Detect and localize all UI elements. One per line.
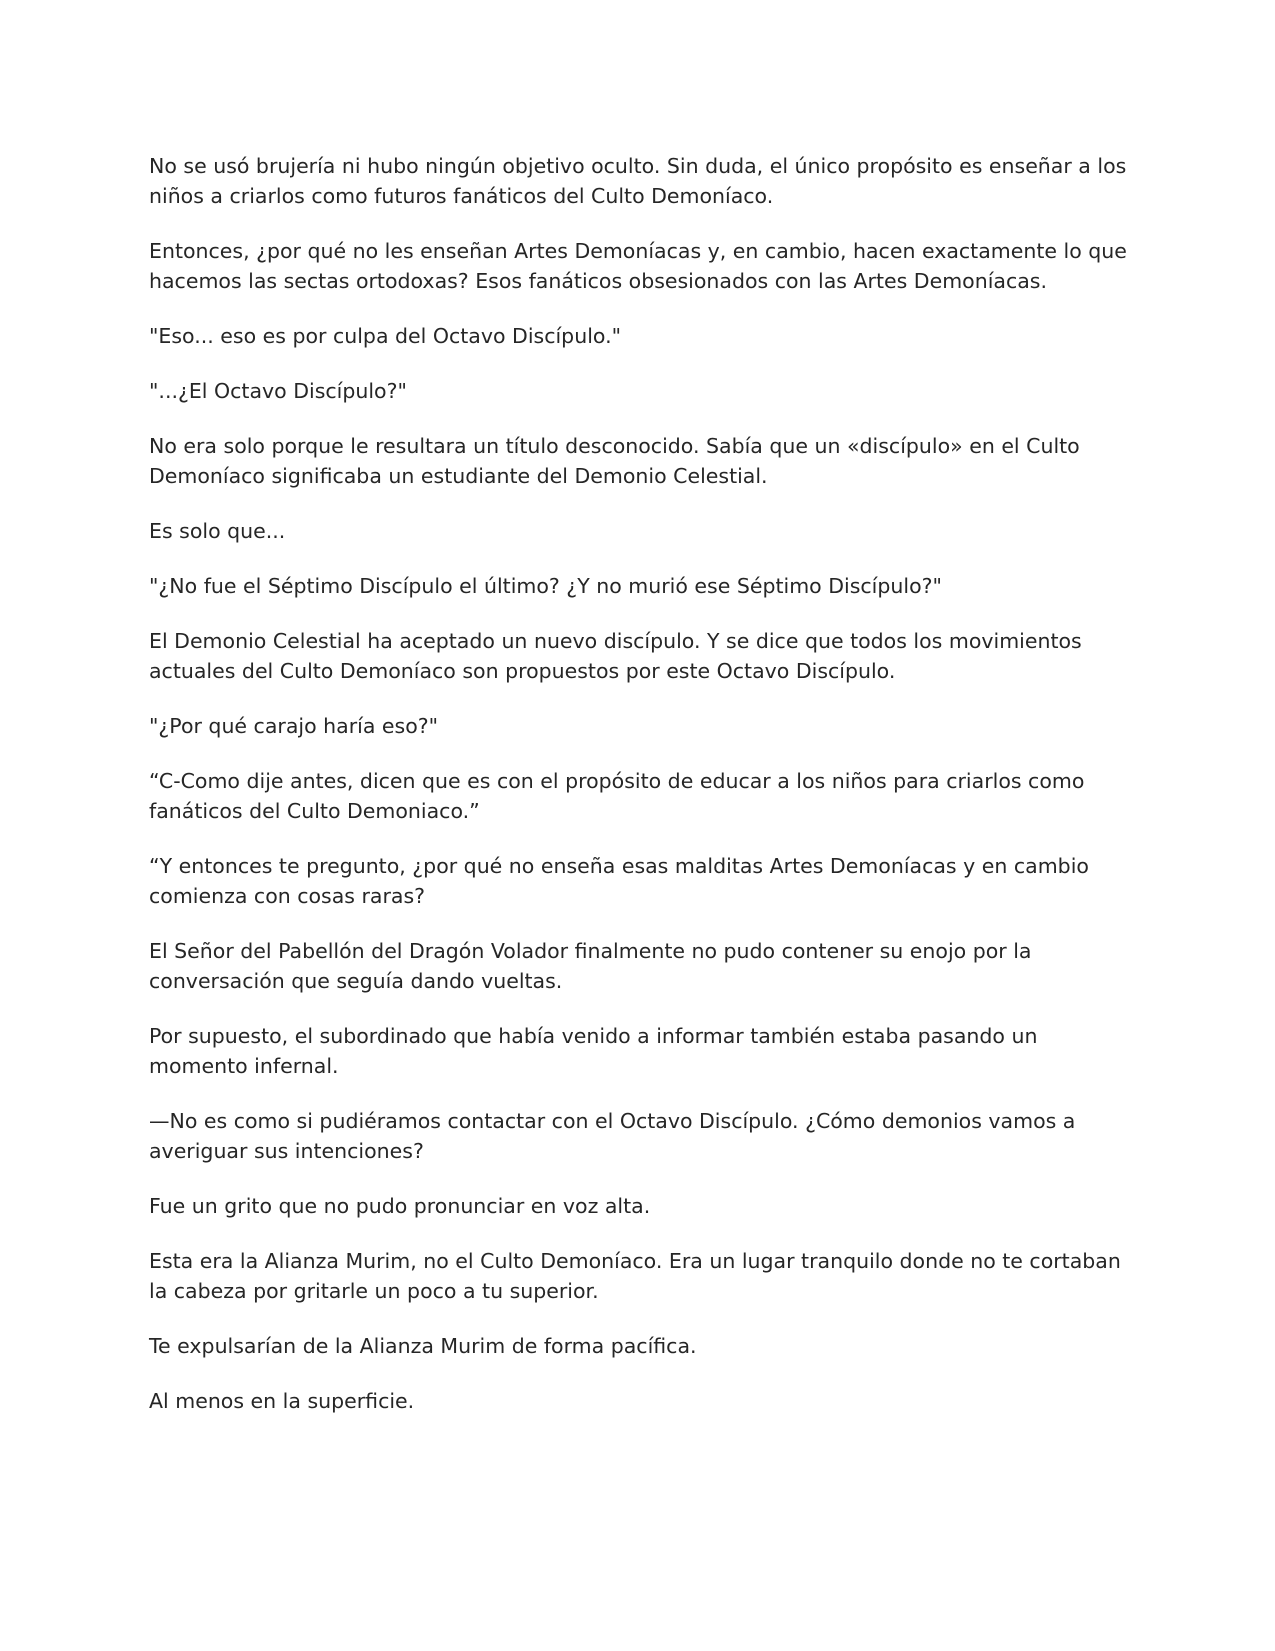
paragraph-10: “C-Como dije antes, dicen que es con el propósito de educar a los niños para criarlos como fanáticos del Culto Demoniaco.” [149, 769, 1085, 823]
paragraph-8: El Demonio Celestial ha aceptado un nuevo discípulo. Y se dice que todos los movimientos actuales del Culto Demoníaco son propuestos por este Octavo Discípulo. [149, 629, 1082, 683]
paragraph-12: El Señor del Pabellón del Dragón Volador finalmente no pudo contener su enojo por la conversación que seguía dando vueltas. [149, 939, 1032, 993]
paragraph-9: "¿Por qué carajo haría eso?" [149, 714, 439, 738]
paragraph-18: Al menos en la superficie. [149, 1389, 415, 1413]
paragraph-11: “Y entonces te pregunto, ¿por qué no enseña esas malditas Artes Demoníacas y en cambio comienza con cosas raras? [149, 854, 1089, 908]
paragraph-17: Te expulsarían de la Alianza Murim de forma pacífica. [149, 1334, 697, 1358]
paragraph-6: Es solo que... [149, 519, 286, 543]
paragraph-1: No se usó brujería ni hubo ningún objetivo oculto. Sin duda, el único propósito es enseñar a los niños a criarlos como futuros fanáticos del Culto Demoníaco. [149, 154, 1127, 208]
paragraph-14: —No es como si pudiéramos contactar con el Octavo Discípulo. ¿Cómo demonios vamos a averiguar sus intenciones? [149, 1109, 1076, 1163]
paragraph-5: No era solo porque le resultara un título desconocido. Sabía que un «discípulo» en el Culto Demoníaco significaba un estudiante del Demonio Celestial. [149, 434, 1080, 488]
paragraph-7: "¿No fue el Séptimo Discípulo el último? ¿Y no murió ese Séptimo Discípulo?" [149, 574, 942, 598]
paragraph-15: Fue un grito que no pudo pronunciar en voz alta. [149, 1194, 651, 1218]
document-body [149, 151, 1129, 1441]
paragraph-16: Esta era la Alianza Murim, no el Culto Demoníaco. Era un lugar tranquilo donde no te cortaban la cabeza por gritarle un poco a tu superior. [149, 1249, 1121, 1303]
paragraph-4: "...¿El Octavo Discípulo?" [149, 379, 407, 403]
paragraph-13: Por supuesto, el subordinado que había venido a informar también estaba pasando un momento infernal. [149, 1024, 1038, 1078]
paragraph-3: "Eso... eso es por culpa del Octavo Discípulo." [149, 324, 622, 348]
paragraph-2: Entonces, ¿por qué no les enseñan Artes Demoníacas y, en cambio, hacen exactamente lo que hacemos las sectas ortodoxas? Esos fanáticos obsesionados con las Artes Demoníacas. [149, 239, 1127, 293]
